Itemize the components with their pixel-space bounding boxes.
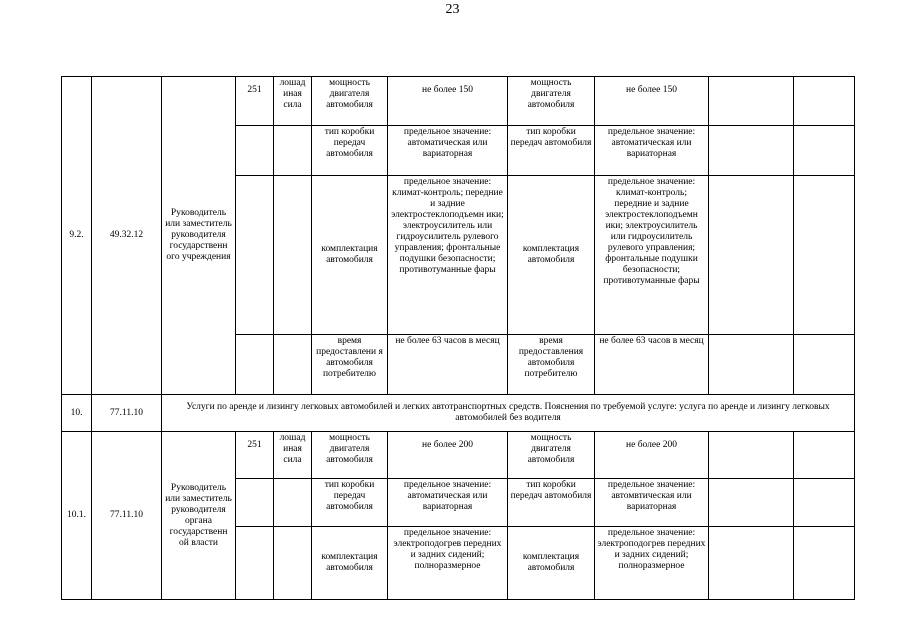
value: не более 63 часов в месяц [388,335,508,395]
row-number: 10.1. [62,432,92,600]
characteristic: комплектация автомобиля [508,527,595,600]
empty-cell [709,335,794,395]
position-name: Руководитель или заместитель руководителя государственн ого учреждения [162,77,236,395]
unit-name: лошад иная сила [274,432,312,479]
characteristic: тип коробки передач автомобиля [508,126,595,176]
table-row [62,395,855,432]
empty-cell [274,479,312,527]
row-number: 9.2. [62,77,92,395]
unit-name: лошад иная сила [274,77,312,126]
value: предельное значение: климат-контроль; передние и задние электростеклоподъемн ики; электроусилитель или гидроусилитель рулевого управления; фронтальные подушки безопасности; противотуманные фары [595,176,709,335]
characteristic: тип коробки передач автомобиля [312,126,388,176]
position-name: Руководитель или заместитель руководителя органа государственн ой власти [162,432,236,600]
value: предельное значение: электроподогрев передних и задних сидений; полноразмерное [388,527,508,600]
empty-cell [236,126,274,176]
characteristic: комплектация автомобиля [312,527,388,600]
characteristic: мощность двигателя автомобиля [312,77,388,126]
value: предельное значение: автомвтическая или вариаторная [595,479,709,527]
characteristic: время предоставления автомобиля потребителю [508,335,595,395]
empty-cell [709,479,794,527]
empty-cell [794,335,855,395]
empty-cell [794,527,855,600]
empty-cell [274,176,312,335]
empty-cell [236,527,274,600]
unit-code: 251 [236,77,274,126]
value: предельное значение: автоматическая или вариаторная [388,126,508,176]
service-description: Услуги по аренде и лизингу легковых автомобилей и легких автотранспортных средств. Пояснения по требуемой услуге: услуга по аренде и лизингу легковых автомобилей без водителя [162,395,855,432]
value: предельное значение: автоматическая или вариаторная [595,126,709,176]
empty-cell [794,126,855,176]
page-number: 23 [445,2,460,17]
empty-cell [274,126,312,176]
empty-cell [794,176,855,335]
characteristic: мощность двигателя автомобиля [508,77,595,126]
row-number: 10. [62,395,92,432]
empty-cell [794,432,855,479]
empty-cell [794,77,855,126]
empty-cell [709,126,794,176]
value: не более 200 [595,432,709,479]
value: предельное значение: климат-контроль; передние и задние электростеклоподъемн ики; электроусилитель или гидроусилитель рулевого управления; фронтальные подушки безопасности; противотуманные фары [388,176,508,335]
okpd-code: 77.11.10 [92,395,162,432]
value: не более 150 [595,77,709,126]
characteristic: комплектация автомобиля [508,176,595,335]
characteristic: тип коробки передач автомобиля [312,479,388,527]
empty-cell [274,527,312,600]
characteristic: мощность двигателя автомобиля [508,432,595,479]
value: предельное значение: автоматическая или вариаторная [388,479,508,527]
empty-cell [274,335,312,395]
okpd-code: 49.32.12 [92,77,162,395]
value: не более 150 [388,77,508,126]
okpd-code: 77.11.10 [92,432,162,600]
characteristic: тип коробки передач автомобиля [508,479,595,527]
characteristic: мощность двигателя автомобиля [312,432,388,479]
empty-cell [709,527,794,600]
unit-code: 251 [236,432,274,479]
value: не более 200 [388,432,508,479]
requirements-table [61,76,855,600]
empty-cell [236,176,274,335]
value: предельное значение: электроподогрев передних и задних сидений; полноразмерное [595,527,709,600]
characteristic: комплектация автомобиля [312,176,388,335]
empty-cell [709,432,794,479]
table-row [62,432,855,479]
empty-cell [236,335,274,395]
value: не более 63 часов в месяц [595,335,709,395]
empty-cell [236,479,274,527]
empty-cell [709,77,794,126]
empty-cell [709,176,794,335]
empty-cell [794,479,855,527]
table-row [62,77,855,126]
characteristic: время предоставлени я автомобиля потребителю [312,335,388,395]
